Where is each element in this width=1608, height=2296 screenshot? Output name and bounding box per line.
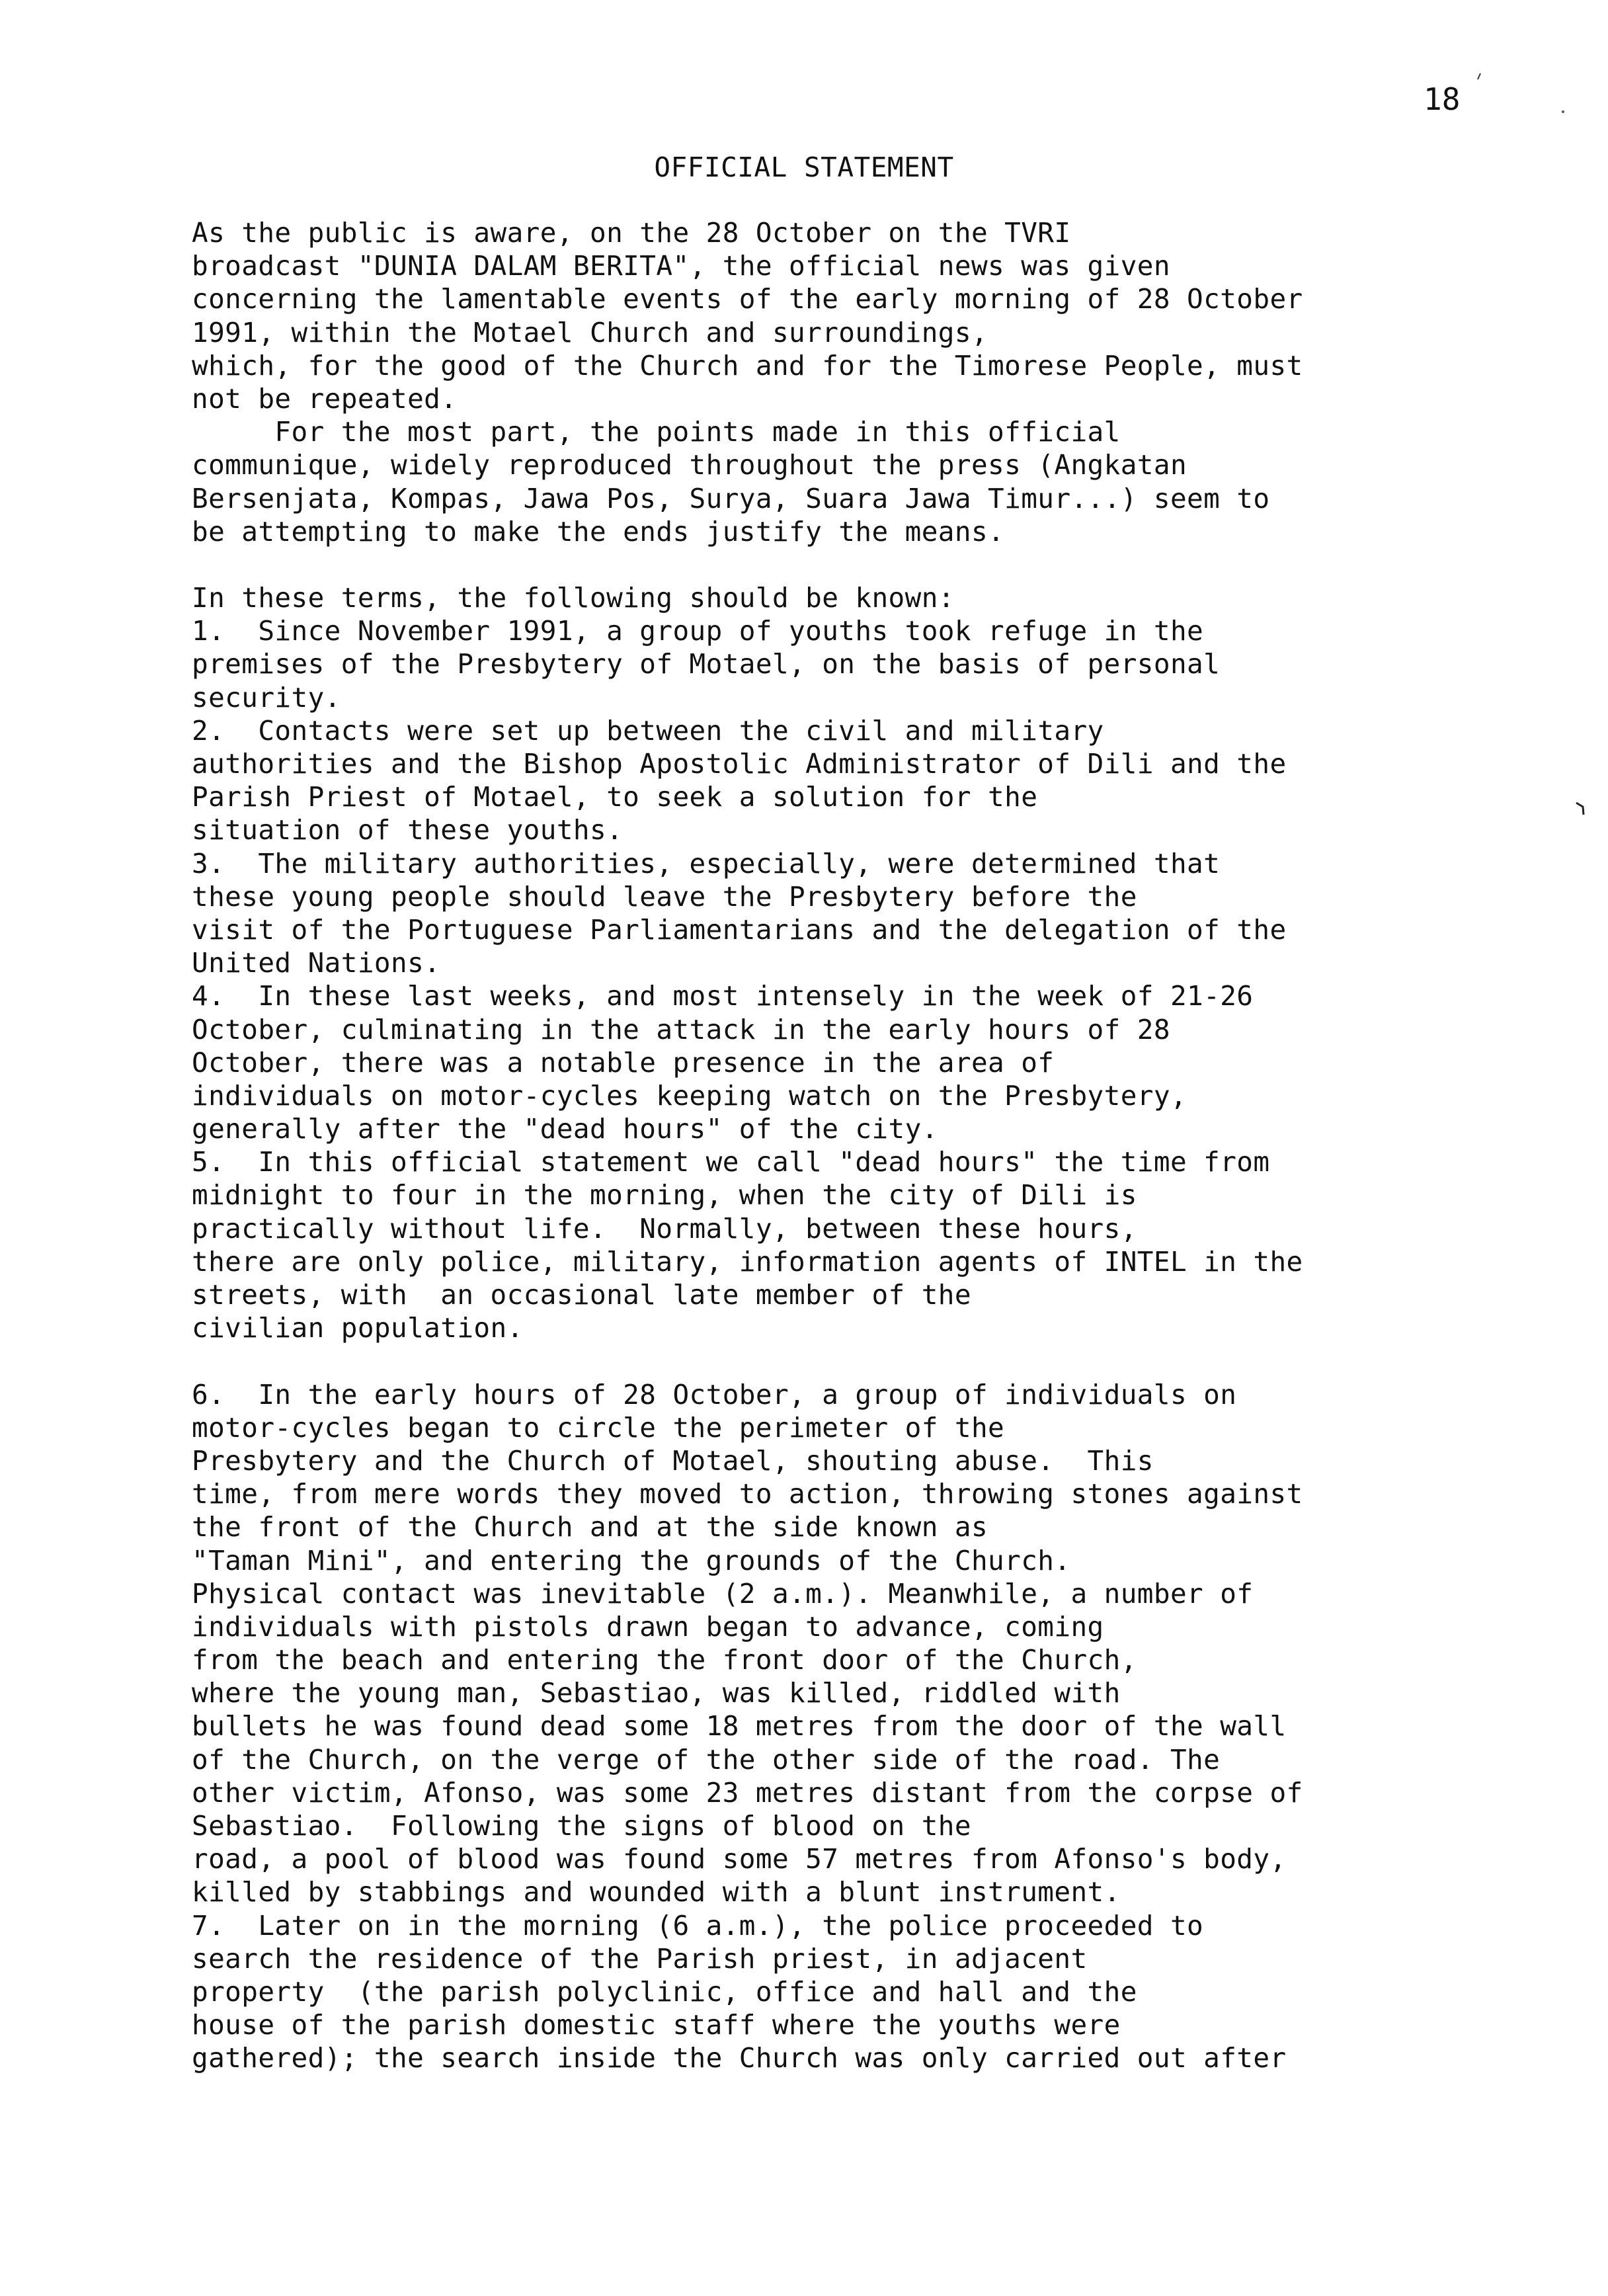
text-line: United Nations. xyxy=(192,947,441,979)
text-line: authorities and the Bishop Apostolic Administrator of Dili and the xyxy=(192,748,1287,780)
text-line: Sebastiao. Following the signs of blood on the xyxy=(192,1810,971,1842)
text-line: 2. Contacts were set up between the civil and military xyxy=(192,714,1104,747)
text-line: 3. The military authorities, especially, were determined that xyxy=(192,847,1221,880)
document-heading: OFFICIAL STATEMENT xyxy=(654,151,954,183)
blank-line xyxy=(192,1344,1554,1377)
text-line: practically without life. Normally, between these hours, xyxy=(192,1212,1137,1245)
text-line: streets, with an occasional late member of the xyxy=(192,1279,971,1311)
text-line: not be repeated. xyxy=(192,382,458,415)
scan-speck xyxy=(1575,800,1588,816)
text-line: the front of the Church and at the side known as xyxy=(192,1511,988,1543)
text-line: 1991, within the Motael Church and surroundings, xyxy=(192,316,988,348)
text-line: bullets he was found dead some 18 metres from the door of the wall xyxy=(192,1710,1287,1742)
text-line: time, from mere words they moved to action, throwing stones against xyxy=(192,1478,1303,1510)
text-line: individuals with pistols drawn began to advance, coming xyxy=(192,1610,1104,1643)
text-line: individuals on motor-cycles keeping watch on the Presbytery, xyxy=(192,1079,1187,1112)
text-line: 7. Later on in the morning (6 a.m.), the police proceeded to xyxy=(192,1909,1204,1942)
text-line: October, culminating in the attack in the early hours of 28 xyxy=(192,1013,1170,1046)
text-line: October, there was a notable presence in the area of xyxy=(192,1046,1055,1079)
scan-speck xyxy=(1476,71,1483,81)
text-line: broadcast "DUNIA DALAM BERITA", the official news was given xyxy=(192,250,1170,282)
text-line: 6. In the early hours of 28 October, a group of individuals on xyxy=(192,1378,1237,1411)
text-line: be attempting to make the ends justify the means. xyxy=(192,515,1005,548)
text-line: of the Church, on the verge of the other side of the road. The xyxy=(192,1743,1221,1776)
text-line: other victim, Afonso, was some 23 metres distant from the corpse of xyxy=(192,1776,1303,1809)
text-line: generally after the "dead hours" of the city. xyxy=(192,1113,938,1145)
text-line: situation of these youths. xyxy=(192,814,623,846)
text-line: security. xyxy=(192,681,341,714)
document-body xyxy=(192,216,1554,2075)
text-line: Parish Priest of Motael, to seek a solution for the xyxy=(192,781,1038,813)
text-line: property (the parish polyclinic, office and hall and the xyxy=(192,1975,1137,2008)
text-line: Presbytery and the Church of Motael, shouting abuse. This xyxy=(192,1444,1154,1477)
text-line: civilian population. xyxy=(192,1312,524,1344)
text-line: midnight to four in the morning, when the city of Dili is xyxy=(192,1179,1137,1211)
text-line: In these terms, the following should be known: xyxy=(192,582,955,614)
text-line: premises of the Presbytery of Motael, on the basis of personal xyxy=(192,648,1221,680)
text-line: search the residence of the Parish priest, in adjacent xyxy=(192,1942,1088,1975)
text-line: communique, widely reproduced throughout the press (Angkatan xyxy=(192,449,1187,481)
text-line: As the public is aware, on the 28 October on the TVRI xyxy=(192,217,1071,249)
text-line: Physical contact was inevitable (2 a.m.). Meanwhile, a number of xyxy=(192,1577,1254,1610)
scan-speck xyxy=(1560,109,1566,114)
text-line: For the most part, the points made in this official xyxy=(192,416,1121,448)
text-line: motor-cycles began to circle the perimeter of the xyxy=(192,1411,1005,1444)
text-line: these young people should leave the Presbytery before the xyxy=(192,880,1137,913)
text-line: killed by stabbings and wounded with a blunt instrument. xyxy=(192,1876,1121,1908)
text-line: 1. Since November 1991, a group of youths took refuge in the xyxy=(192,615,1204,647)
text-line: house of the parish domestic staff where the youths were xyxy=(192,2009,1121,2041)
text-line: there are only police, military, information agents of INTEL in the xyxy=(192,1245,1303,1278)
text-line: 4. In these last weeks, and most intensely in the week of 21-26 xyxy=(192,980,1254,1012)
text-line: road, a pool of blood was found some 57 metres from Afonso's body, xyxy=(192,1843,1287,1875)
text-line: visit of the Portuguese Parliamentarians and the delegation of the xyxy=(192,913,1287,946)
text-line: which, for the good of the Church and for the Timorese People, must xyxy=(192,349,1303,382)
text-line: Bersenjata, Kompas, Jawa Pos, Surya, Suara Jawa Timur...) seem to xyxy=(192,482,1270,514)
text-line: where the young man, Sebastiao, was killed, riddled with xyxy=(192,1677,1121,1709)
blank-line xyxy=(192,548,1554,581)
text-line: 5. In this official statement we call "dead hours" the time from xyxy=(192,1146,1270,1178)
text-line: concerning the lamentable events of the early morning of 28 October xyxy=(192,283,1303,315)
page-number: 18 xyxy=(1424,81,1461,117)
text-line: gathered); the search inside the Church was only carried out after xyxy=(192,2042,1287,2074)
text-line: from the beach and entering the front door of the Church, xyxy=(192,1644,1137,1676)
text-line: "Taman Mini", and entering the grounds of the Church. xyxy=(192,1544,1071,1577)
